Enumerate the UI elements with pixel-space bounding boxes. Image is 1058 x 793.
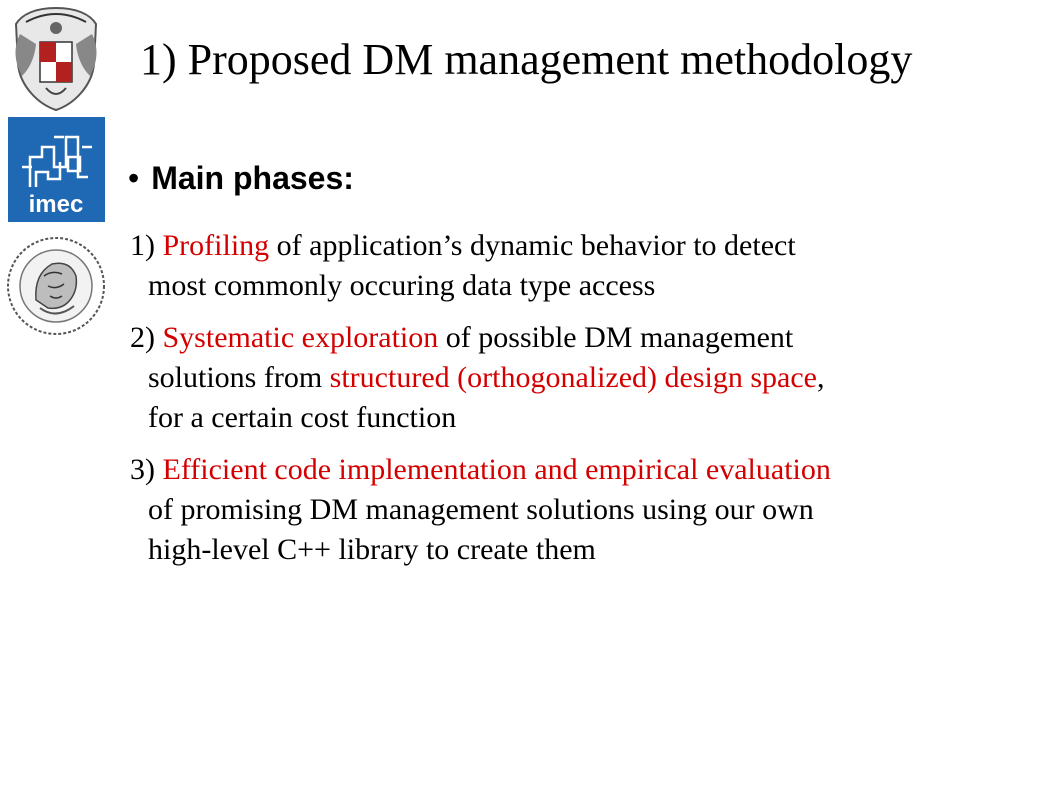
body-text: , [817,361,825,394]
imec-logo [8,117,105,222]
body-text: of possible DM management [438,321,794,354]
highlight-text: Efficient code implementation and empirical evaluation [162,453,831,486]
phase-item [130,450,1030,570]
phase-line [130,398,1030,438]
phase-list [130,226,1030,582]
university-crest-icon [6,4,106,114]
section-heading-text: Main phases: [151,160,354,196]
highlight-text: Profiling [162,229,270,262]
body-text: 2) [130,321,163,354]
body-text: 1) [130,229,163,262]
bullet-marker: • [128,160,140,196]
phase-item [130,226,1030,306]
highlight-text: structured (orthogonalized) design space [329,361,817,394]
slide-title: 1) Proposed DM management methodology [140,35,913,84]
phase-item [130,318,1030,438]
body-text: of promising DM management solutions using our own [148,493,814,526]
university-seal-icon [4,230,108,342]
phase-line [130,530,1030,570]
body-text: high-level C++ library to create them [148,533,596,566]
section-heading [128,160,354,197]
body-text: most commonly occuring data type access [148,269,656,302]
body-text: for a certain cost function [148,401,457,434]
body-text: 3) [130,453,163,486]
phase-line [130,226,1030,266]
highlight-text: Systematic exploration [162,321,439,354]
phase-line [130,266,1030,306]
body-text: of application’s dynamic behavior to detect [269,229,796,262]
body-text: solutions from [148,361,330,394]
phase-line [130,450,1030,490]
phase-line [130,318,1030,358]
phase-line [130,358,1030,398]
imec-logo-text: imec [28,191,84,218]
phase-line [130,490,1030,530]
